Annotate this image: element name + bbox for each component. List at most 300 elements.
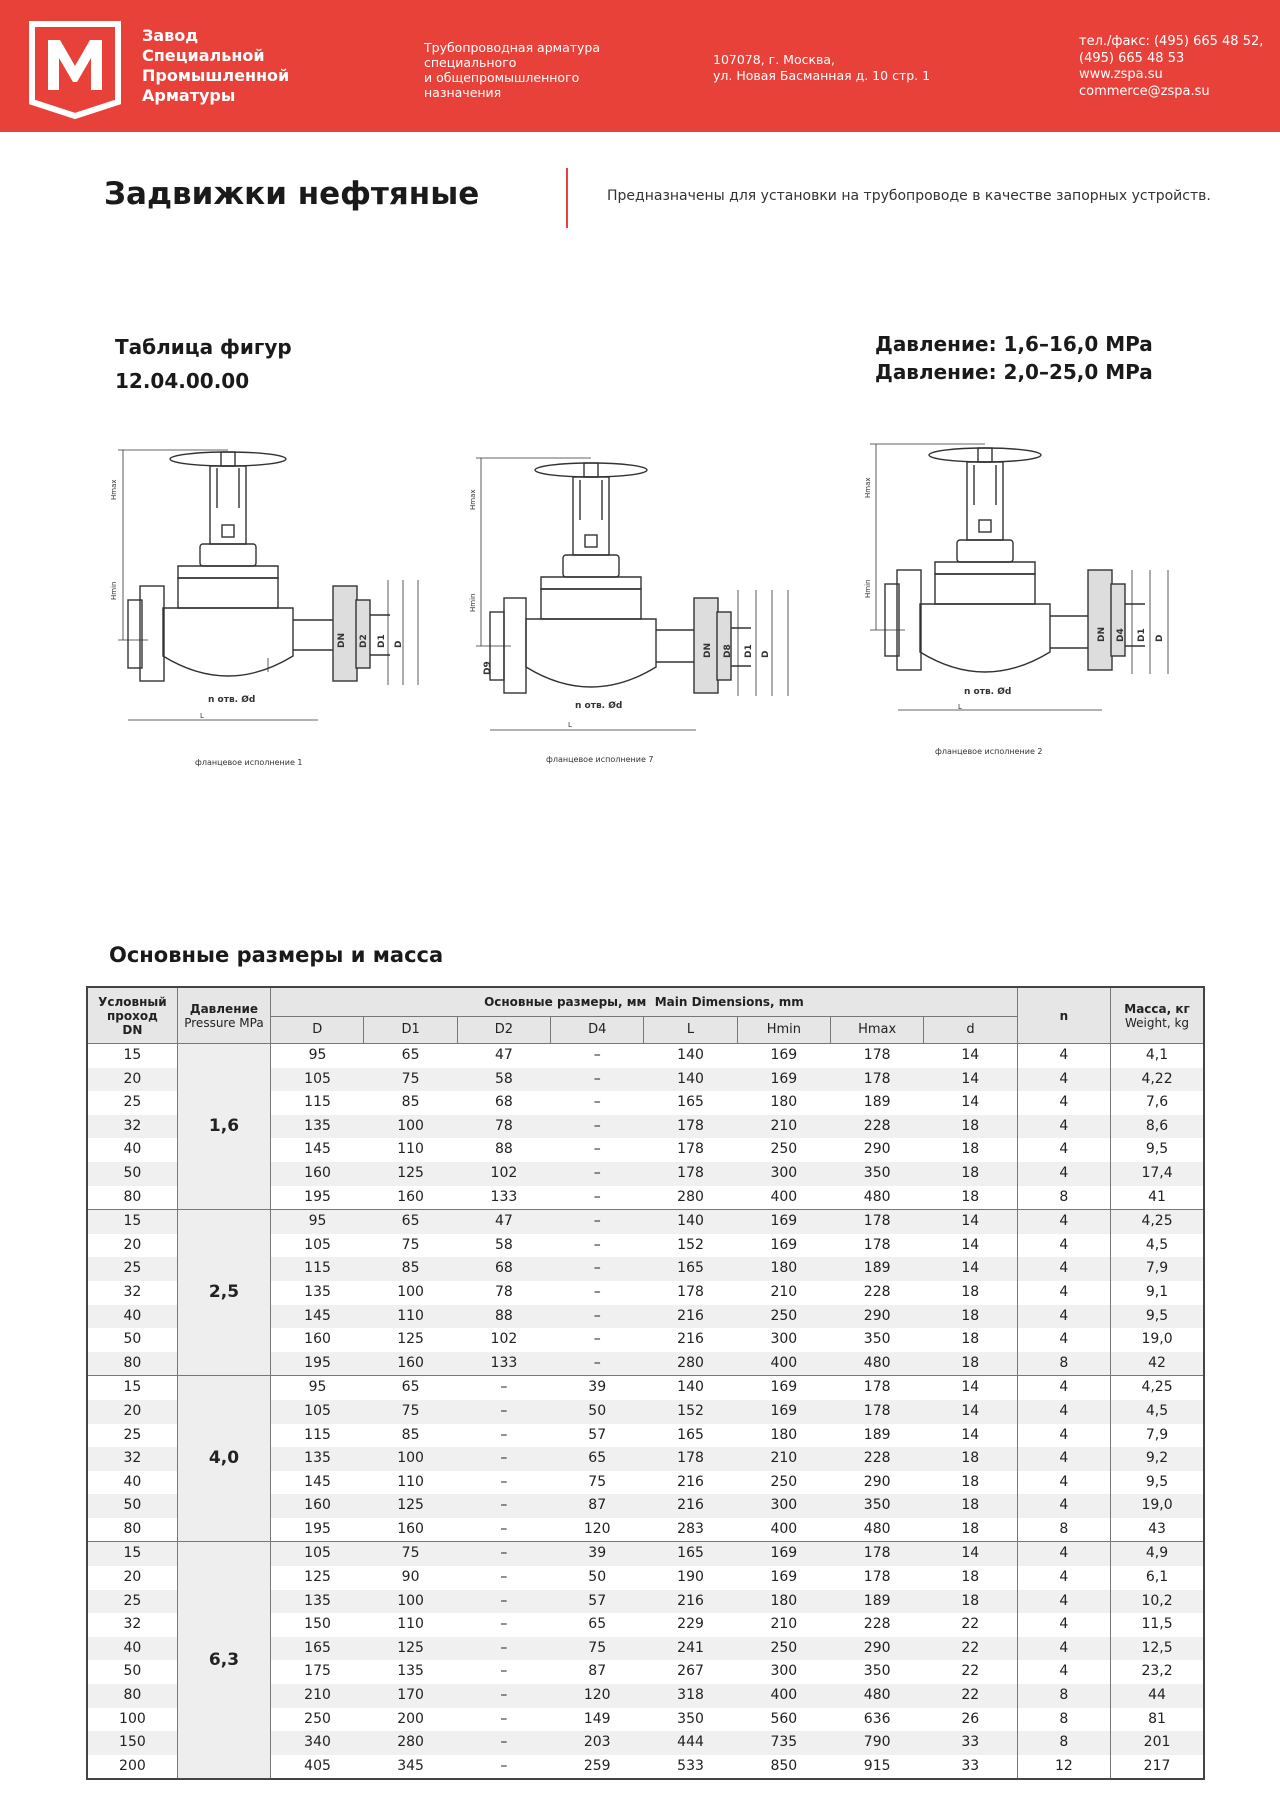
- dimension-cell: 350: [831, 1494, 924, 1518]
- address: [713, 52, 930, 84]
- dimension-cell: 95: [271, 1210, 364, 1234]
- dimension-cell: 105: [271, 1068, 364, 1092]
- figures-number: 12.04.00.00: [115, 369, 250, 393]
- dimension-cell: 65: [551, 1447, 644, 1471]
- n-cell: 4: [1017, 1376, 1110, 1400]
- dimension-cell: 105: [271, 1542, 364, 1566]
- mass-cell: 4,1: [1111, 1044, 1204, 1068]
- dimension-cell: 850: [770, 1757, 798, 1774]
- dimension-cell: 250: [737, 1637, 830, 1661]
- dimension-cell: 178: [831, 1542, 924, 1566]
- dim-label: D1: [377, 634, 387, 648]
- dimension-cell: 175: [304, 1663, 331, 1680]
- dimension-cell: 110: [397, 1141, 424, 1158]
- dimension-cell: 95: [271, 1376, 364, 1400]
- table-title: Основные размеры и масса: [109, 943, 444, 967]
- mass-cell: 9,5: [1145, 1473, 1169, 1490]
- n-cell: 4: [1017, 1328, 1110, 1352]
- dimension-cell: 189: [863, 1426, 891, 1443]
- dimension-cell: 169: [737, 1542, 830, 1566]
- dimension-cell: 87: [551, 1494, 644, 1518]
- dimension-cell: 85: [401, 1426, 420, 1443]
- dimension-cell: 280: [644, 1352, 737, 1376]
- mass-cell: 10,2: [1111, 1590, 1204, 1614]
- mass-cell: 81: [1148, 1710, 1166, 1727]
- dimension-cell: –: [593, 1236, 601, 1253]
- dn-cell: 32: [87, 1613, 177, 1637]
- dim-label: Hmax: [110, 479, 118, 500]
- dimension-cell: 75: [401, 1236, 420, 1253]
- dim-label: D9: [483, 661, 493, 675]
- dimension-cell: 480: [831, 1684, 924, 1708]
- dimension-cell: 57: [551, 1590, 644, 1614]
- dimension-cell: 145: [271, 1305, 364, 1329]
- dimension-cell: 444: [644, 1731, 737, 1755]
- dimension-cell: 47: [457, 1044, 550, 1068]
- dimension-cell: 480: [863, 1188, 891, 1205]
- dimension-cell: 18: [924, 1305, 1017, 1329]
- dimension-cell: 160: [364, 1352, 457, 1376]
- dimension-cell: 102: [490, 1331, 518, 1348]
- dimension-cell: –: [593, 1283, 601, 1300]
- dn-header-code: DN: [122, 1022, 143, 1037]
- dimension-cell: 169: [770, 1236, 798, 1253]
- n-cell: 4: [1017, 1447, 1110, 1471]
- dimension-cell: 178: [644, 1115, 737, 1139]
- dimension-cell: 195: [304, 1188, 331, 1205]
- dimension-cell: 636: [863, 1710, 891, 1727]
- dimension-cell: 18: [924, 1447, 1017, 1471]
- dimension-cell: 216: [677, 1473, 704, 1490]
- dimension-cell: –: [500, 1426, 508, 1443]
- dimension-cell: 57: [588, 1426, 607, 1443]
- n-cell: 4: [1017, 1281, 1110, 1305]
- dimension-cell: 88: [494, 1141, 513, 1158]
- dimension-cell: –: [593, 1141, 601, 1158]
- company-line: Специальной: [142, 46, 265, 65]
- dimension-cell: 18: [961, 1520, 980, 1537]
- mass-cell: 4,25: [1111, 1376, 1204, 1400]
- dimension-cell: 149: [583, 1710, 611, 1727]
- pressure-cell: 4,0: [177, 1376, 270, 1542]
- dimension-cell: 300: [737, 1162, 830, 1186]
- dn-cell: 40: [87, 1471, 177, 1495]
- dimension-cell: 133: [490, 1188, 518, 1205]
- dimension-cell: 115: [304, 1426, 331, 1443]
- col-header: D: [271, 1017, 364, 1044]
- dimension-cell: 210: [770, 1283, 798, 1300]
- dimension-cell: 18: [961, 1141, 980, 1158]
- dim-label: Hmin: [469, 593, 477, 612]
- dim-label: DN: [1097, 626, 1107, 642]
- mass-cell: 19,0: [1111, 1494, 1204, 1518]
- mass-cell: 201: [1111, 1731, 1204, 1755]
- dimension-cell: 33: [924, 1731, 1017, 1755]
- dimension-cell: 400: [737, 1684, 830, 1708]
- dimension-cell: 180: [770, 1094, 798, 1111]
- dimension-cell: 135: [271, 1447, 364, 1471]
- dimension-cell: 228: [863, 1283, 891, 1300]
- n-cell: 4: [1017, 1068, 1110, 1092]
- dimension-cell: 110: [397, 1616, 424, 1633]
- dimension-cell: 18: [924, 1352, 1017, 1376]
- dimension-cell: 178: [644, 1162, 737, 1186]
- n-header: n: [1017, 987, 1110, 1044]
- dimension-cell: 178: [677, 1283, 704, 1300]
- tagline: [424, 40, 600, 100]
- dimension-cell: 100: [364, 1590, 457, 1614]
- dimension-cell: 65: [364, 1210, 457, 1234]
- dim-label: L: [568, 721, 572, 729]
- dimension-cell: 228: [831, 1447, 924, 1471]
- dimension-cell: 125: [364, 1494, 457, 1518]
- dimension-cell: 14: [961, 1236, 980, 1253]
- mass-cell: 4,9: [1111, 1542, 1204, 1566]
- dimension-cell: –: [593, 1188, 601, 1205]
- valve-drawing-1: [110, 440, 428, 740]
- table-body: [87, 1044, 1204, 1780]
- company-line: Промышленной: [142, 66, 290, 85]
- dimension-cell: 26: [961, 1710, 980, 1727]
- dn-cell: 50: [87, 1494, 177, 1518]
- dimension-cell: 85: [401, 1094, 420, 1111]
- dimension-cell: 75: [588, 1473, 607, 1490]
- company-line: Арматуры: [142, 86, 236, 105]
- dimension-cell: 189: [863, 1094, 891, 1111]
- dn-cell: 25: [87, 1590, 177, 1614]
- dn-cell: 20: [87, 1068, 177, 1092]
- dimension-cell: 115: [271, 1257, 364, 1281]
- dimension-cell: 105: [271, 1400, 364, 1424]
- dimension-cell: 195: [271, 1352, 364, 1376]
- dimension-cell: 18: [924, 1162, 1017, 1186]
- n-cell: 4: [1017, 1637, 1110, 1661]
- mass-cell: 42: [1111, 1352, 1204, 1376]
- dimension-cell: 480: [831, 1352, 924, 1376]
- dimension-cell: 165: [677, 1094, 704, 1111]
- mass-cell: 4,5: [1111, 1400, 1204, 1424]
- dimension-cell: 22: [961, 1663, 980, 1680]
- drawing-caption: фланцевое исполнение 2: [935, 747, 1043, 756]
- table-row: [87, 1210, 1204, 1234]
- dimension-cell: 22: [924, 1684, 1017, 1708]
- dimension-cell: 169: [737, 1068, 830, 1092]
- dimension-cell: 400: [770, 1520, 798, 1537]
- dimension-cell: 195: [304, 1520, 331, 1537]
- n-cell: 4: [1017, 1494, 1110, 1518]
- dimension-cell: 150: [304, 1616, 331, 1633]
- dimension-cell: 65: [364, 1044, 457, 1068]
- dimension-cell: 178: [863, 1236, 891, 1253]
- col-header: L: [644, 1017, 737, 1044]
- dimension-cell: 533: [677, 1757, 704, 1774]
- dimension-cell: 250: [737, 1305, 830, 1329]
- dimension-cell: 228: [863, 1616, 891, 1633]
- dimension-cell: 18: [961, 1188, 980, 1205]
- col-header: Hmin: [737, 1017, 830, 1044]
- dimension-cell: 133: [457, 1352, 550, 1376]
- mass-header-en: Weight, kg: [1125, 1015, 1190, 1030]
- figures-title: Таблица фигур: [115, 335, 292, 359]
- n-cell: 8: [1017, 1352, 1110, 1376]
- dimension-cell: –: [457, 1376, 550, 1400]
- dimension-cell: 300: [770, 1663, 798, 1680]
- dimension-cell: 75: [364, 1068, 457, 1092]
- dimension-cell: 178: [831, 1044, 924, 1068]
- dimension-cell: –: [500, 1473, 508, 1490]
- dimension-cell: –: [500, 1520, 508, 1537]
- dim-label: D2: [359, 634, 369, 648]
- dimension-cell: 283: [677, 1520, 704, 1537]
- dimension-cell: 14: [924, 1257, 1017, 1281]
- n-cell: 4: [1017, 1234, 1110, 1258]
- dn-cell: 80: [87, 1684, 177, 1708]
- dimension-cell: 790: [831, 1731, 924, 1755]
- dn-cell: 80: [87, 1186, 177, 1210]
- dimension-cell: 14: [924, 1068, 1017, 1092]
- dimension-cell: 100: [364, 1447, 457, 1471]
- dimension-cell: 68: [494, 1094, 513, 1111]
- dims-header-en: Main Dimensions, mm: [654, 995, 804, 1009]
- dimension-cell: 58: [457, 1068, 550, 1092]
- dimension-cell: 105: [304, 1236, 331, 1253]
- dimension-cell: –: [457, 1684, 550, 1708]
- mass-cell: 217: [1143, 1757, 1171, 1774]
- dimension-cell: 400: [770, 1188, 798, 1205]
- dimension-cell: 178: [677, 1141, 704, 1158]
- dimension-cell: 14: [961, 1094, 980, 1111]
- col-header: D1: [364, 1017, 457, 1044]
- dimension-cell: 200: [397, 1710, 424, 1727]
- dimension-cell: 165: [677, 1426, 704, 1443]
- dimension-cell: 135: [271, 1590, 364, 1614]
- dimension-cell: 68: [457, 1257, 550, 1281]
- dimension-cell: 169: [770, 1569, 798, 1586]
- dimension-cell: 169: [737, 1210, 830, 1234]
- dimension-cell: –: [551, 1305, 644, 1329]
- dimension-cell: 14: [924, 1210, 1017, 1234]
- dimension-cell: –: [551, 1162, 644, 1186]
- dimension-cell: 140: [644, 1068, 737, 1092]
- n-cell: 4: [1017, 1305, 1110, 1329]
- dimension-cell: 400: [737, 1352, 830, 1376]
- pressure-block: [875, 330, 1153, 386]
- dimension-cell: 165: [271, 1637, 364, 1661]
- dimension-cell: –: [593, 1094, 601, 1111]
- dimension-cell: 18: [924, 1590, 1017, 1614]
- n-cell: 4: [1017, 1424, 1110, 1448]
- dimension-cell: 160: [271, 1494, 364, 1518]
- dimension-cell: 203: [551, 1731, 644, 1755]
- dimension-cell: 22: [961, 1616, 980, 1633]
- dim-label: DN: [703, 642, 713, 658]
- dimensions-table: [86, 986, 1205, 1780]
- email-link[interactable]: commerce@zspa.su: [1079, 83, 1210, 99]
- dimension-cell: 125: [364, 1637, 457, 1661]
- dim-label: D: [761, 650, 771, 658]
- pressure-header: [177, 987, 270, 1044]
- n-cell: 4: [1017, 1138, 1110, 1162]
- table-row: [87, 1542, 1204, 1566]
- dn-cell: 50: [87, 1162, 177, 1186]
- dimension-cell: 170: [364, 1684, 457, 1708]
- mass-cell: 12,5: [1111, 1637, 1204, 1661]
- tagline-line: Трубопроводная арматура: [424, 40, 601, 55]
- dimension-cell: 14: [924, 1044, 1017, 1068]
- dim-label: DN: [337, 632, 347, 648]
- drawing-caption: фланцевое исполнение 7: [546, 755, 654, 764]
- dimension-cell: 160: [304, 1331, 331, 1348]
- phone-text: (495) 665 48 53: [1079, 50, 1185, 66]
- dimension-cell: –: [457, 1590, 550, 1614]
- dimension-cell: –: [500, 1569, 508, 1586]
- dim-label: D4: [1116, 628, 1126, 642]
- title-divider: [566, 168, 568, 228]
- dimension-cell: 178: [863, 1569, 891, 1586]
- dimension-cell: 87: [588, 1663, 607, 1680]
- dimension-cell: 250: [770, 1141, 798, 1158]
- col-header: d: [924, 1017, 1017, 1044]
- dim-label: L: [958, 703, 962, 711]
- dimension-cell: 210: [737, 1115, 830, 1139]
- n-cell: 4: [1017, 1400, 1110, 1424]
- dimension-cell: –: [500, 1710, 508, 1727]
- dims-header-ru: Основные размеры, мм: [484, 995, 647, 1009]
- n-cell: 8: [1017, 1186, 1110, 1210]
- mass-cell: 9,2: [1111, 1447, 1204, 1471]
- dimension-cell: 78: [457, 1115, 550, 1139]
- dimension-cell: 350: [831, 1162, 924, 1186]
- drawing-caption: фланцевое исполнение 1: [195, 758, 303, 767]
- dimension-cell: 18: [961, 1569, 980, 1586]
- pressure-cell: 2,5: [177, 1210, 270, 1376]
- dimension-cell: 160: [271, 1162, 364, 1186]
- n-cell: 12: [1017, 1755, 1110, 1780]
- dimension-cell: 480: [863, 1520, 891, 1537]
- mass-header: [1111, 987, 1204, 1044]
- dimension-cell: 180: [770, 1426, 798, 1443]
- dimension-cell: 169: [737, 1376, 830, 1400]
- dn-cell: 80: [87, 1518, 177, 1542]
- dimension-cell: 88: [457, 1305, 550, 1329]
- dimension-cell: 135: [304, 1283, 331, 1300]
- dimension-cell: –: [500, 1616, 508, 1633]
- dimension-cell: 300: [737, 1494, 830, 1518]
- dimension-cell: 14: [924, 1542, 1017, 1566]
- company-logo[interactable]: [28, 20, 122, 120]
- dimension-cell: 210: [271, 1684, 364, 1708]
- dimension-cell: –: [457, 1400, 550, 1424]
- dimension-cell: 178: [831, 1068, 924, 1092]
- dimension-cell: –: [500, 1663, 508, 1680]
- purpose-text: Предназначены для установки на трубопроводе в качестве запорных устройств.: [607, 188, 1211, 204]
- n-cell: 4: [1017, 1542, 1110, 1566]
- dimension-cell: –: [457, 1494, 550, 1518]
- pressure-header-en: Pressure MPa: [184, 1015, 264, 1030]
- dn-cell: 15: [87, 1210, 177, 1234]
- mass-cell: 8,6: [1111, 1115, 1204, 1139]
- dim-label: D: [394, 640, 404, 648]
- dimension-cell: 145: [304, 1141, 331, 1158]
- dn-cell: 15: [87, 1376, 177, 1400]
- dimension-cell: 140: [644, 1044, 737, 1068]
- n-cell: 4: [1017, 1115, 1110, 1139]
- dimension-cell: 160: [397, 1520, 424, 1537]
- dimension-cell: 290: [831, 1637, 924, 1661]
- dimension-cell: 102: [457, 1162, 550, 1186]
- dim-label: D1: [744, 644, 754, 658]
- dimension-cell: 120: [551, 1684, 644, 1708]
- dn-cell: 50: [87, 1328, 177, 1352]
- website-link[interactable]: www.zspa.su: [1079, 67, 1163, 82]
- dimension-cell: 135: [271, 1115, 364, 1139]
- col-header: D2: [457, 1017, 550, 1044]
- dim-label: D1: [1137, 628, 1147, 642]
- dn-cell: 40: [87, 1637, 177, 1661]
- dimension-cell: 50: [551, 1400, 644, 1424]
- dimension-cell: 65: [364, 1376, 457, 1400]
- dimension-cell: 216: [677, 1331, 704, 1348]
- dn-header-ru: Условный проход: [98, 994, 167, 1023]
- dimension-cell: 178: [831, 1210, 924, 1234]
- dimension-cell: 135: [397, 1663, 424, 1680]
- mass-cell: 7,9: [1111, 1257, 1204, 1281]
- dimension-cell: 18: [961, 1283, 980, 1300]
- dn-cell: 20: [87, 1234, 177, 1258]
- dimension-cell: 165: [644, 1257, 737, 1281]
- dimension-cell: 178: [831, 1400, 924, 1424]
- dim-label: Hmax: [469, 489, 477, 510]
- dn-cell: 32: [87, 1447, 177, 1471]
- dimension-cell: 14: [924, 1400, 1017, 1424]
- dimension-cell: 75: [551, 1637, 644, 1661]
- dimension-cell: –: [551, 1115, 644, 1139]
- mass-cell: 9,5: [1111, 1305, 1204, 1329]
- dn-cell: 200: [87, 1755, 177, 1780]
- mass-header-ru: Масса, кг: [1124, 1001, 1190, 1016]
- dimension-cell: 78: [494, 1283, 513, 1300]
- dimension-cell: 18: [961, 1331, 980, 1348]
- n-cell: 4: [1017, 1210, 1110, 1234]
- dimension-cell: 100: [364, 1115, 457, 1139]
- phone-text: тел./факс: (495) 665 48 52,: [1079, 34, 1264, 49]
- dn-header: [87, 987, 177, 1044]
- dimension-cell: 169: [737, 1044, 830, 1068]
- dimension-cell: 280: [677, 1188, 704, 1205]
- dimension-cell: 228: [831, 1115, 924, 1139]
- dimension-cell: 180: [737, 1590, 830, 1614]
- mass-cell: 17,4: [1111, 1162, 1204, 1186]
- dimension-cell: 39: [551, 1376, 644, 1400]
- mass-cell: 23,2: [1141, 1663, 1173, 1680]
- dimension-cell: –: [457, 1447, 550, 1471]
- dimension-cell: 216: [644, 1305, 737, 1329]
- n-cell: 8: [1017, 1684, 1110, 1708]
- dimension-cell: 50: [588, 1569, 607, 1586]
- dimension-cell: 290: [863, 1141, 891, 1158]
- dimension-cell: 125: [304, 1569, 331, 1586]
- company-line: Завод: [142, 26, 199, 45]
- n-cell: 4: [1017, 1044, 1110, 1068]
- tagline-line: назначения: [424, 85, 502, 100]
- dimension-cell: 152: [644, 1400, 737, 1424]
- dimension-cell: 189: [831, 1590, 924, 1614]
- dimension-cell: 350: [863, 1663, 891, 1680]
- dim-label: n отв. Ød: [208, 695, 256, 705]
- dim-label: Hmax: [864, 477, 872, 498]
- dimension-cell: 22: [924, 1637, 1017, 1661]
- n-cell: 8: [1017, 1518, 1110, 1542]
